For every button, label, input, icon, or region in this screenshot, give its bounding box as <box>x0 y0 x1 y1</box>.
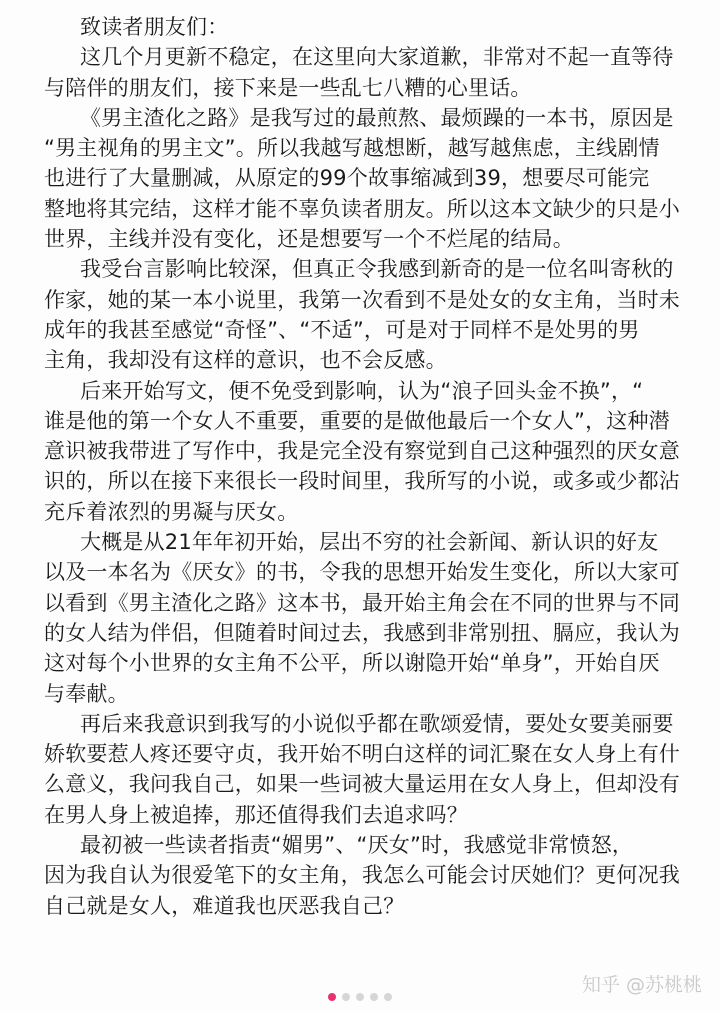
text-line: 与陪伴的朋友们，接下来是一些乱七八糟的心里话。 <box>44 75 532 100</box>
text-line: “男主视角的男主文”。所以我越写越想断，越写越焦虑，主线剧情 <box>44 136 660 161</box>
text-line: 世界，主线并没有变化，还是想要写一个不烂尾的结局。 <box>44 227 574 252</box>
text-line: 再后来我意识到我写的小说似乎都在歌颂爱情，要处女要美丽要 <box>80 711 674 736</box>
text-line: 这几个月更新不稳定，在这里向大家道歉，非常对不起一直等待 <box>80 45 674 70</box>
pager-dot[interactable] <box>342 993 350 1001</box>
text-line: 这对每个小世界的女主角不公平，所以谢隐开始“单身”，开始自厌 <box>44 651 660 676</box>
text-line: 以及一本名为《厌女》的书，令我的思想开始发生变化，所以大家可 <box>44 560 680 585</box>
letter-text <box>44 12 692 921</box>
text-line: 以看到《男主渣化之路》这本书，最开始主角会在不同的世界与不同 <box>44 590 680 615</box>
text-line: 作家，她的某一本小说里，我第一次看到不是处女的女主角，当时未 <box>44 287 680 312</box>
pager-dot[interactable] <box>370 993 378 1001</box>
text-line: 么意义，我问我自己，如果一些词被大量运用在女人身上，但却没有 <box>44 772 680 797</box>
text-line: 我受台言影响比较深，但真正令我感到新奇的是一位名叫寄秋的 <box>80 257 674 282</box>
text-line: 在男人身上被追捧，那还值得我们去追求吗？ <box>44 802 468 827</box>
text-line: 自己就是女人，难道我也厌恶我自己？ <box>44 893 405 918</box>
watermark: 知乎 @苏桃桃 <box>581 974 702 996</box>
text-line: 娇软要惹人疼还要守贞，我开始不明白这样的词汇聚在女人身上有什 <box>44 742 680 767</box>
text-line: 识的，所以在接下来很长一段时间里，我所写的小说，或多或少都沾 <box>44 469 680 494</box>
text-line: 的女人结为伴侣，但随着时间过去，我感到非常别扭、膈应，我认为 <box>44 620 680 645</box>
text-line: 成年的我甚至感觉“奇怪”、“不适”，可是对于同样不是处男的男 <box>44 317 640 342</box>
text-line: 最初被一些读者指责“媚男”、“厌女”时，我感觉非常愤怒， <box>80 833 634 858</box>
text-line: 后来开始写文，便不免受到影响，认为“浪子回头金不换”，“ <box>80 378 644 403</box>
text-line: 《男主渣化之路》是我写过的最煎熬、最烦躁的一本书，原因是 <box>80 105 674 130</box>
text-line: 意识被我带进了写作中，我是完全没有察觉到自己这种强烈的厌女意 <box>44 439 680 464</box>
text-line: 与奉献。 <box>44 681 129 706</box>
pager-dot[interactable] <box>356 993 364 1001</box>
pager-dot-active[interactable] <box>328 993 336 1001</box>
text-line: 谁是他的第一个女人不重要，重要的是做他最后一个女人”，这种潜 <box>44 408 670 433</box>
text-line: 充斥着浓烈的男凝与厌女。 <box>44 499 299 524</box>
text-line: 也进行了大量删减，从原定的99个故事缩减到39，想要尽可能完 <box>44 166 650 191</box>
text-line: 整地将其完结，这样才能不辜负读者朋友。所以这本文缺少的只是小 <box>44 196 680 221</box>
text-line: 因为我自认为很爱笔下的女主角，我怎么可能会讨厌她们？更何况我 <box>44 863 680 888</box>
text-line: 主角，我却没有这样的意识，也不会反感。 <box>44 348 447 373</box>
text-line: 大概是从21年年初开始，层出不穷的社会新闻、新认识的好友 <box>80 530 659 555</box>
text-line: 致读者朋友们： <box>80 15 229 39</box>
pager-dot[interactable] <box>384 993 392 1001</box>
